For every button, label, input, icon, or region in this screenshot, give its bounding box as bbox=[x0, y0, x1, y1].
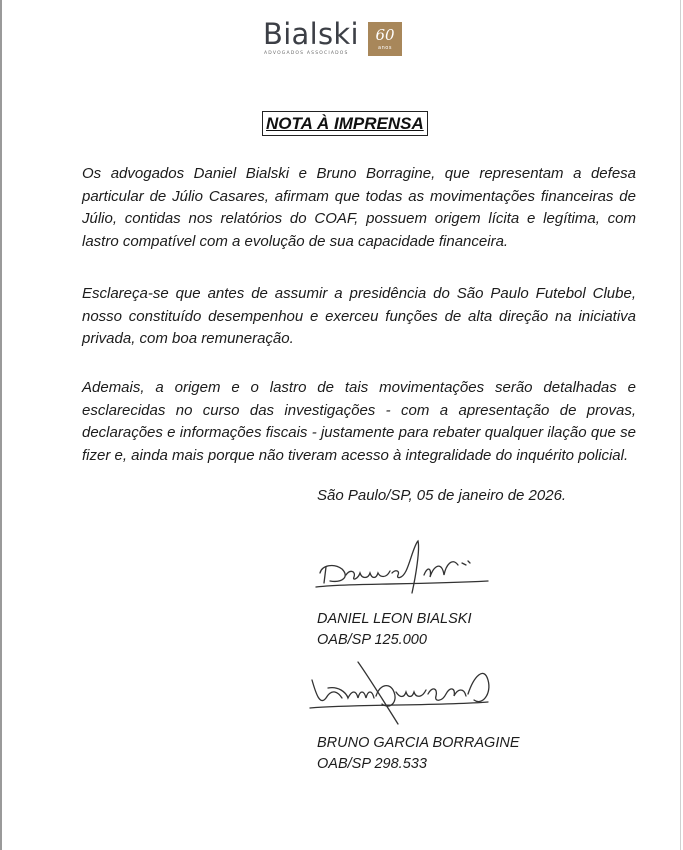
signer-block bbox=[317, 733, 520, 775]
signature-bruno-borragine bbox=[298, 658, 518, 728]
signer-oab: OAB/SP 298.533 bbox=[317, 756, 427, 772]
signature-daniel-bialski bbox=[312, 535, 502, 605]
page-edge bbox=[0, 0, 2, 850]
logo-subtitle: ADVOGADOS ASSOCIADOS bbox=[264, 51, 349, 56]
signer-name: DANIEL LEON BIALSKI bbox=[317, 611, 472, 627]
paragraph: Ademais, a origem e o lastro de tais movimentações serão detalhadas e esclarecidas no curso das investigações - com a apresentação de provas, declarações e informações fiscais - justamente para rebater qualquer ilação que se fizer e, ainda mais porque não tiveram acesso à integralidade do inquérito policial. bbox=[82, 379, 636, 465]
signer-oab: OAB/SP 125.000 bbox=[317, 632, 427, 648]
logo-wordmark: Bialski bbox=[263, 17, 359, 51]
paragraph: Esclareça-se que antes de assumir a presidência do São Paulo Futebol Clube, nosso constituído desempenhou e exerceu funções de alta direção na iniciativa privada, com boa remuneração. bbox=[82, 285, 636, 348]
badge-number: 60 bbox=[375, 26, 395, 44]
signer-name: BRUNO GARCIA BORRAGINE bbox=[317, 735, 520, 751]
paragraph: Os advogados Daniel Bialski e Bruno Borragine, que representam a defesa particular de Júlio Casares, afirmam que todas as movimentações financeiras de Júlio, contidas nos relatórios do COAF, possuem origem lícita e legítima, com lastro compatível com a evolução de sua capacidade financeira. bbox=[82, 165, 636, 251]
date-line: São Paulo/SP, 05 de janeiro de 2026. bbox=[317, 487, 567, 504]
anniversary-badge bbox=[368, 22, 402, 56]
page-title: NOTA À IMPRENSA bbox=[262, 111, 428, 136]
page-edge bbox=[680, 0, 681, 850]
signer-block bbox=[317, 609, 471, 651]
badge-text: anos bbox=[378, 45, 392, 51]
